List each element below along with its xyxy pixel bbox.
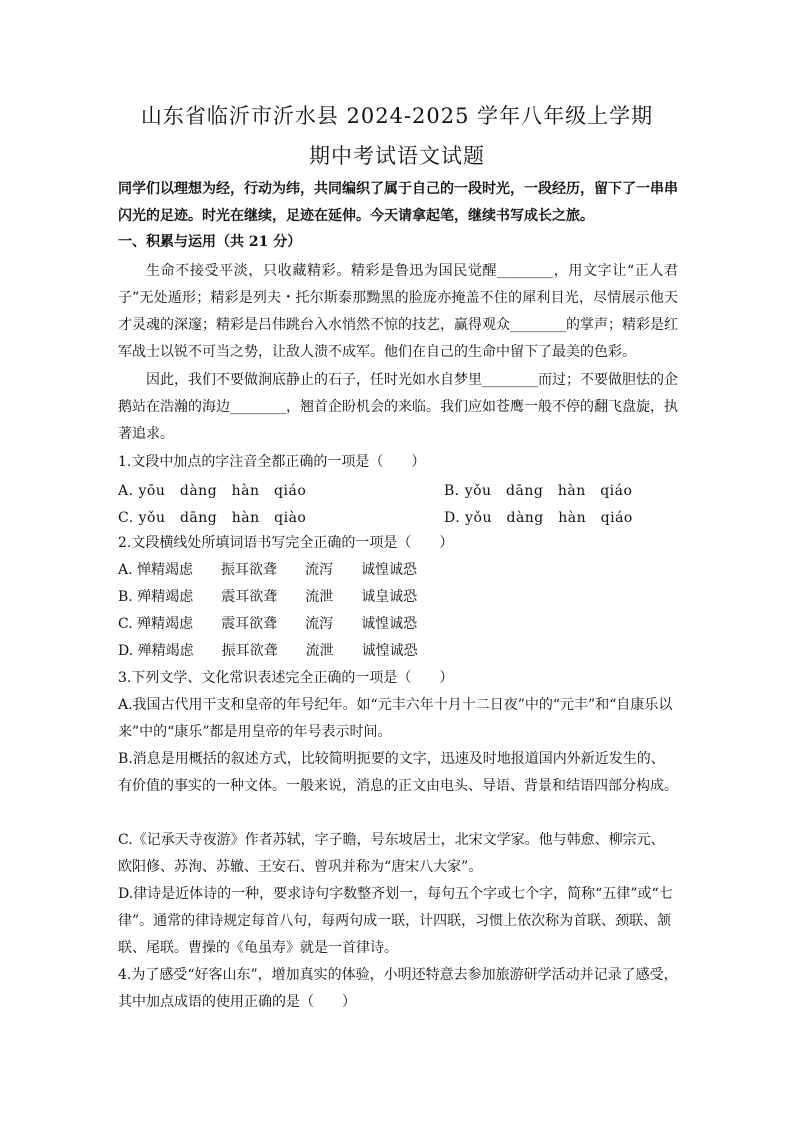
- exam-title-line2: 期中考试语文试题: [309, 144, 485, 168]
- q2-option-b: B. 殚精竭虑 震耳欲聋 流泄 诚皇诚恐: [118, 589, 418, 605]
- q2-option-a: A. 惮精竭虑 振耳欲聋 流泻 诚惶诚恐: [118, 562, 418, 578]
- q3-option-c: C.《记承天寺夜游》作者苏轼，字子瞻，号东坡居士，北宋文学家。他与韩愈、柳宗元、欧阳修、苏洵、苏辙、王安石、曾巩并称为“唐宋八大家”。: [118, 832, 665, 875]
- q3-option-d: D.律诗是近体诗的一种，要求诗句字数整齐划一，每句五个字或七个字，简称“五律”或“七律”。通常的律诗规定每首八句，每两句成一联，计四联，习惯上依次称为首联、颈联、颔联、尾联。曹操的《龟虽寿》就是一首律诗。: [118, 886, 673, 956]
- q1-option-d: D. yǒu dàng hàn qiáo: [444, 510, 633, 526]
- question-3: 3.下列文学、文化常识表述完全正确的一项是（ ）: [118, 670, 454, 686]
- q1-option-a: A. yōu dàng hàn qiáo: [118, 483, 307, 499]
- q3-option-a: A.我国古代用干支和皇帝的年号纪年。如“元丰六年十月十二日夜”中的“元丰”和“自康乐以来”中的“康乐”都是用皇帝的年号表示时间。: [118, 697, 673, 740]
- question-1: 1.文段中加点的字注音全都正确的一项是（ ）: [118, 454, 426, 470]
- q2-option-c: C. 殚精竭虑 震耳欲聋 流泻 诚惶诚恐: [118, 616, 418, 632]
- question-4: 4.为了感受“好客山东”，增加真实的体验，小明还特意去参加旅游研学活动并记录了感受，其中加点成语的使用正确的是（ ）: [118, 967, 678, 1010]
- exam-title-line1: 山东省临沂市沂水县 2024-2025 学年八年级上学期: [140, 104, 654, 128]
- question-2: 2.文段横线处所填词语书写完全正确的一项是（ ）: [118, 535, 454, 551]
- q2-option-d: D. 殚精竭虑 振耳欲聋 流泄 诚惶诚恐: [118, 643, 418, 659]
- intro-paragraph: 同学们以理想为经，行动为纬，共同编织了属于自己的一段时光，一段经历，留下了一串串闪光的足迹。时光在继续，足迹在延伸。今天请拿起笔，继续书写成长之旅。: [118, 181, 678, 224]
- q3-option-b: B.消息是用概括的叙述方式，比较简明扼要的文字，迅速及时地报道国内外新近发生的、有价值的事实的一种文体。一般来说，消息的正文由电头、导语、背景和结语四部分构成。: [118, 751, 678, 794]
- section-heading-1: 一、积累与运用（共 21 分）: [118, 234, 302, 250]
- passage-paragraph-1: 生命不接受平淡，只收藏精彩。精彩是鲁迅为国民觉醒________，用文字让“正人君子”无处遁形；精彩是列夫・托尔斯泰那黝黑的脸庞亦掩盖不住的犀利目光，尽情展示他天才灵魂的深邃；精彩是吕伟跳台入水悄然不惊的技艺，赢得观众________的掌声；精彩是红军战士以锐不可当之势，让敌人溃不成军。他们在自己的生命中留下了最美的色彩。: [118, 263, 678, 360]
- q1-option-b: B. yǒu dāng hàn qiáo: [444, 483, 633, 499]
- passage-paragraph-2: 因此，我们不要做涧底静止的石子，任时光如水自梦里________而过；不要做胆怯的企鹅站在浩瀚的海边________，翘首企盼机会的来临。我们应如苍鹰一般不停的翻飞盘旋，执著追求。: [118, 372, 678, 442]
- q1-option-c: C. yǒu dāng hàn qiào: [118, 510, 307, 526]
